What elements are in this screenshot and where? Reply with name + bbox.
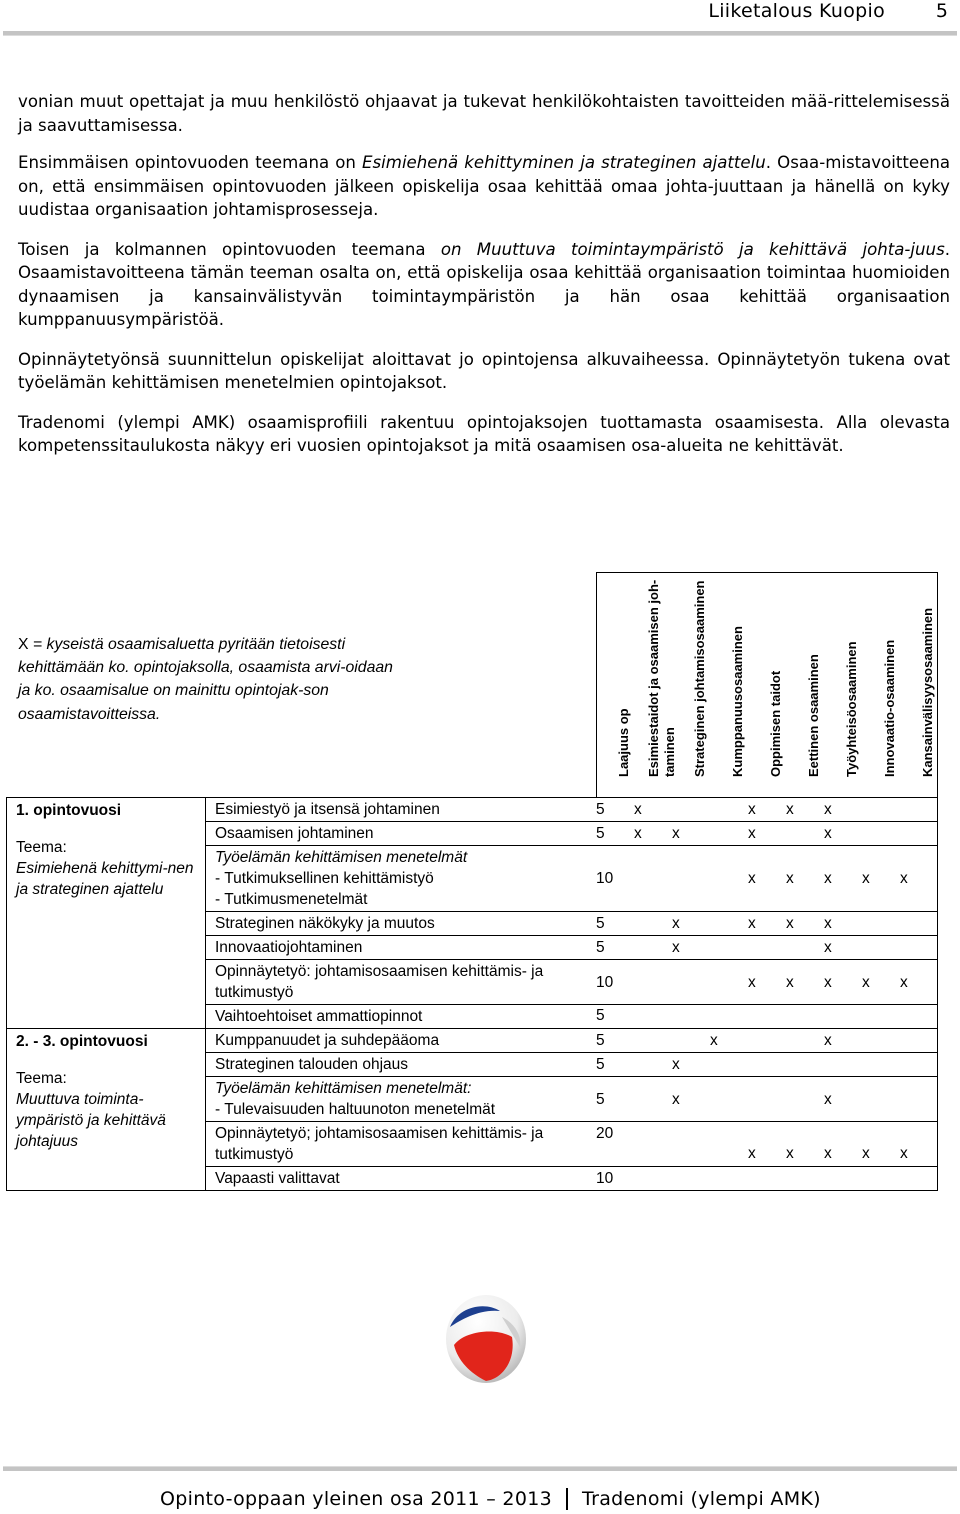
mark xyxy=(668,1029,706,1052)
mark: x xyxy=(748,915,756,932)
mark xyxy=(896,1053,934,1076)
legend-mark: X xyxy=(18,636,29,653)
mark: x xyxy=(824,801,832,818)
course-line: - Tutkimusmenetelmät xyxy=(215,891,368,908)
section-year-2-3 xyxy=(7,1028,937,1190)
theme-label: Teema: xyxy=(16,1070,67,1087)
mark: x xyxy=(824,1032,832,1049)
mark xyxy=(744,1029,782,1052)
course-op: 5 xyxy=(596,1032,605,1049)
mark: x xyxy=(824,1090,832,1108)
p2-post: . Osaa-mistavoitteena on, että ensimmäisen opintovuoden jälkeen opiskelija osaa kehittää omaa johta-juuttaan ja hänellä on kyky uudistaa organisaation johtamisprosesseja. xyxy=(18,153,950,219)
table-row xyxy=(206,1029,937,1052)
table-body xyxy=(6,797,938,1191)
mark xyxy=(896,822,934,845)
col-header-label: Eettinen osaaminen xyxy=(806,654,821,777)
mark: x xyxy=(862,1145,870,1162)
table-row xyxy=(206,821,937,845)
mark xyxy=(630,1167,668,1190)
mark: x xyxy=(900,973,908,991)
course-op: 5 xyxy=(596,915,605,932)
mark xyxy=(630,1077,668,1121)
paragraph-1: vonian muut opettajat ja muu henkilöstö ohjaavat ja tukevat henkilökohtaisten tavoitteiden mää-rittelemisessä ja saavuttamisessa. xyxy=(18,92,950,135)
mark: x xyxy=(824,915,832,932)
course-op: 5 xyxy=(596,1090,605,1108)
mark xyxy=(630,1005,668,1028)
mark xyxy=(858,912,896,935)
mark xyxy=(668,1005,706,1028)
col-header-laajuus xyxy=(597,573,635,798)
mark: x xyxy=(824,825,832,842)
course-name: Strateginen näkökyky ja muutos xyxy=(215,915,435,932)
course-name xyxy=(206,846,592,911)
course-op: 5 xyxy=(596,939,605,956)
mark xyxy=(782,1077,820,1121)
paragraph-4: Opinnäytetyönsä suunnittelun opiskelijat aloittavat jo opintojensa alkuvaiheessa. Opinnäytetyön tukena ovat työelämän kehittämisen menetelmien opintojaksot. xyxy=(18,349,950,392)
header-rule xyxy=(3,31,957,36)
mark xyxy=(896,936,934,959)
course-op: 10 xyxy=(596,973,614,991)
mark xyxy=(706,798,744,821)
section-label xyxy=(7,1029,205,1152)
mark: x xyxy=(900,1145,908,1162)
paragraph-5: Tradenomi (ylempi AMK) osaamisprofiili rakentuu opintojaksojen tuottamasta osaamisesta. Alla olevasta kompetenssitaulukosta näkyy eri vuosien opintojaksot ja mitä osaamisen osa-alueita ne kehittävät. xyxy=(18,412,950,455)
col-header-label: Oppimisen taidot xyxy=(768,670,783,777)
mark xyxy=(820,1005,858,1028)
footer-left: Opinto-oppaan yleinen osa 2011 – 2013 xyxy=(160,1488,552,1510)
mark xyxy=(782,1167,820,1190)
mark: x xyxy=(634,801,642,818)
table-row xyxy=(206,959,937,1004)
mark xyxy=(858,1029,896,1052)
header-title: Liiketalous Kuopio xyxy=(708,0,885,22)
mark xyxy=(706,1167,744,1190)
mark xyxy=(668,1167,706,1190)
page-header xyxy=(0,0,960,40)
mark: x xyxy=(672,825,680,842)
mark xyxy=(668,798,706,821)
course-op: 10 xyxy=(596,1170,614,1187)
mark xyxy=(744,936,782,959)
mark xyxy=(782,1029,820,1052)
mark xyxy=(706,1053,744,1076)
mark: x xyxy=(786,801,794,818)
table-row xyxy=(206,1166,937,1190)
mark: x xyxy=(862,973,870,991)
p3-pre: Toisen ja kolmannen opintovuoden teemana xyxy=(18,239,441,259)
mark xyxy=(896,912,934,935)
mark xyxy=(858,1053,896,1076)
paragraph-3 xyxy=(18,238,950,332)
mark xyxy=(706,1122,744,1166)
course-name: Kumppanuudet ja suhdepääoma xyxy=(215,1032,440,1049)
mark: x xyxy=(824,870,832,887)
p3-post: . Osaamistavoitteena tämän teeman osalta on, että opiskelija osaa kehittää organisaation toimintaa huomioiden dynaamisen ja kansainvälistyvän toimintaympäristön ja hän osaa kehittää organisaation kumppanuusympäristöä. xyxy=(18,239,950,329)
theme-label: Teema: xyxy=(16,839,67,856)
table-row xyxy=(206,911,937,935)
mark: x xyxy=(672,1090,680,1108)
page-number: 5 xyxy=(935,0,948,22)
col-header-label: Innovaatio-osaaminen xyxy=(882,639,897,777)
mark xyxy=(630,1053,668,1076)
course-name xyxy=(206,1077,592,1121)
mark xyxy=(858,1005,896,1028)
course-name: Innovaatiojohtaminen xyxy=(215,939,363,956)
footer-rule xyxy=(3,1466,957,1471)
course-name: Strateginen talouden ohjaus xyxy=(215,1056,409,1073)
paragraph-2 xyxy=(18,151,950,222)
mark xyxy=(820,1167,858,1190)
mark xyxy=(706,912,744,935)
mark xyxy=(706,846,744,911)
course-name: Vaihtoehtoiset ammattiopinnot xyxy=(215,1008,423,1025)
col-header-label: Esimiestaidot ja osaamisen joh- xyxy=(646,579,661,777)
table-legend xyxy=(18,633,408,726)
course-name: Opinnäytetyö: johtamisosaamisen kehittämis- ja tutkimustyö xyxy=(215,963,544,1001)
mark xyxy=(896,798,934,821)
mark: x xyxy=(634,825,642,842)
mark xyxy=(630,936,668,959)
course-name: Opinnäytetyö; johtamisosaamisen kehittämis- ja tutkimustyö xyxy=(215,1125,544,1163)
mark xyxy=(744,1005,782,1028)
col-header-label: Kumppanuusosaaminen xyxy=(730,626,745,777)
col-header-esimiestaidot xyxy=(635,573,677,798)
section-rows xyxy=(205,798,937,1028)
course-line: - Tulevaisuuden haltuunoton menetelmät xyxy=(215,1101,496,1118)
mark: x xyxy=(824,939,832,956)
course-line: Työelämän kehittämisen menetelmät xyxy=(215,849,468,866)
mark xyxy=(706,1077,744,1121)
table-row xyxy=(206,1004,937,1028)
mark xyxy=(858,1077,896,1121)
table-row xyxy=(206,1052,937,1076)
mark xyxy=(896,1029,934,1052)
course-op: 5 xyxy=(596,1007,605,1024)
mark xyxy=(858,822,896,845)
mark xyxy=(706,960,744,1004)
year-label: 1. opintovuosi xyxy=(16,802,122,819)
year-label: 2. - 3. opintovuosi xyxy=(16,1033,148,1050)
mark xyxy=(630,1029,668,1052)
mark xyxy=(630,960,668,1004)
theme-name: Muuttuva toiminta-ympäristö ja kehittävä johtajuus xyxy=(16,1091,166,1150)
table-row xyxy=(206,845,937,911)
mark xyxy=(820,1053,858,1076)
course-name: Osaamisen johtaminen xyxy=(215,825,374,842)
mark xyxy=(706,822,744,845)
col-header-innovaatio xyxy=(863,573,901,798)
mark xyxy=(858,1167,896,1190)
mark xyxy=(744,1167,782,1190)
mark xyxy=(896,1005,934,1028)
mark: x xyxy=(862,870,870,887)
course-op: 20 xyxy=(596,1125,614,1142)
course-op: 10 xyxy=(596,870,614,887)
mark: x xyxy=(900,870,908,887)
mark xyxy=(782,1053,820,1076)
p3-theme: on Muuttuva toimintaympäristö ja kehittävä johta-juus xyxy=(440,239,945,259)
col-header-kansainvalisyys xyxy=(901,573,939,798)
course-name: Vapaasti valittavat xyxy=(215,1170,340,1187)
col-header-strateginen xyxy=(673,573,711,798)
mark: x xyxy=(786,870,794,887)
mark xyxy=(896,1077,934,1121)
mark xyxy=(706,936,744,959)
col-header-kumppanuus xyxy=(711,573,749,798)
p2-theme: Esimiehenä kehittyminen ja strateginen ajattelu xyxy=(362,153,766,172)
page-footer xyxy=(0,1460,960,1514)
mark: x xyxy=(748,1145,756,1162)
mark xyxy=(744,1077,782,1121)
mark xyxy=(668,846,706,911)
mark xyxy=(706,1005,744,1028)
mark xyxy=(668,960,706,1004)
section-year-1 xyxy=(7,798,937,1028)
table-row xyxy=(206,935,937,959)
mark xyxy=(896,1167,934,1190)
col-header-label: Laajuus op xyxy=(616,708,631,777)
col-header-label: Työyhteisöosaaminen xyxy=(844,641,859,777)
university-logo-icon xyxy=(440,1287,532,1387)
col-header-label: taminen xyxy=(662,727,677,777)
table-row xyxy=(206,1076,937,1121)
course-op: 5 xyxy=(596,1056,605,1073)
footer-right: Tradenomi (ylempi AMK) xyxy=(581,1488,821,1510)
mark: x xyxy=(672,1056,680,1073)
section-rows xyxy=(205,1029,937,1190)
mark xyxy=(782,1005,820,1028)
mark: x xyxy=(824,973,832,991)
mark xyxy=(782,822,820,845)
col-header-oppiminen xyxy=(749,573,787,798)
table-header xyxy=(596,572,938,797)
table-row xyxy=(206,798,937,821)
mark: x xyxy=(672,915,680,932)
mark xyxy=(668,1122,706,1166)
mark xyxy=(630,846,668,911)
course-op: 5 xyxy=(596,801,605,818)
mark: x xyxy=(786,973,794,991)
course-op: 5 xyxy=(596,825,605,842)
mark: x xyxy=(748,825,756,842)
theme-name: Esimiehenä kehittymi-nen ja strateginen ajattelu xyxy=(16,860,194,898)
mark xyxy=(782,936,820,959)
mark xyxy=(630,1122,668,1166)
mark xyxy=(858,798,896,821)
mark: x xyxy=(786,1145,794,1162)
course-name: Esimiestyö ja itsensä johtaminen xyxy=(215,801,440,818)
col-header-label: Strateginen johtamisosaaminen xyxy=(692,580,707,777)
course-line: - Tutkimuksellinen kehittämistyö xyxy=(215,870,434,887)
col-header-tyoyhteiso xyxy=(825,573,863,798)
mark: x xyxy=(748,973,756,991)
body-text xyxy=(18,90,950,474)
col-header-label: Kansainvälisyysosaaminen xyxy=(920,607,935,777)
p2-pre: Ensimmäisen opintovuoden teemana on xyxy=(18,153,363,172)
legend-text: = kyseistä osaamisaluetta pyritään tietoisesti kehittämään ko. opintojaksolla, osaamista arvi-oidaan ja ko. osaamisalue on mainittu opintojak-son osaamistavoitteissa. xyxy=(18,636,393,723)
mark: x xyxy=(672,939,680,956)
mark xyxy=(630,912,668,935)
section-label xyxy=(7,798,205,900)
course-line: Työelämän kehittämisen menetelmät: xyxy=(215,1080,472,1097)
mark: x xyxy=(748,870,756,887)
mark: x xyxy=(786,915,794,932)
footer-text xyxy=(160,1488,821,1510)
mark: x xyxy=(710,1032,718,1049)
mark xyxy=(744,1053,782,1076)
footer-separator xyxy=(566,1488,568,1510)
col-header-eettinen xyxy=(787,573,825,798)
mark: x xyxy=(824,1145,832,1162)
mark xyxy=(858,936,896,959)
table-row xyxy=(206,1121,937,1166)
mark: x xyxy=(748,801,756,818)
